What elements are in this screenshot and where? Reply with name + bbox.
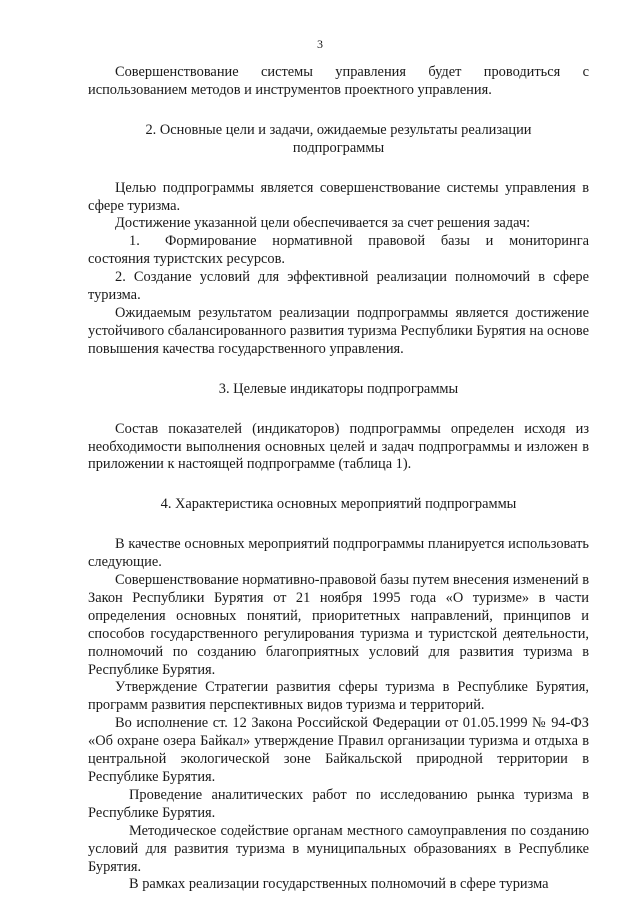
section-4-paragraph-6: Методическое содействие органам местного самоуправления по созданию условий для развития туризма в муниципальных образованиях в Республике Бурятия.	[88, 822, 589, 875]
section-4-title: 4. Характеристика основных мероприятий подпрограммы	[160, 496, 517, 513]
task-item-1-text: Формирование нормативной правовой базы и мониторинга состояния туристских ресурсов.	[88, 233, 589, 268]
section-2-result-paragraph: Ожидаемым результатом реализации подпрограммы является достижение устойчивого сбалансированного развития туризма Республики Бурятия на основе повышения качества государственного управления.	[88, 304, 589, 357]
section-3-title: 3. Целевые индикаторы подпрограммы	[218, 380, 459, 397]
section-4-paragraph-2: Совершенствование нормативно-правовой базы путем внесения изменений в Закон Республики Бурятия от 21 ноября 1995 года «О туризме» в части определения основных понятий, приоритетных направлений, принципов и способов государственного регулирования туризма и туристской деятельности, полномочий по созданию благоприятных условий для развития туризма в Республике Бурятия.	[88, 572, 589, 678]
section-4-paragraph-4: Во исполнение ст. 12 Закона Российской Федерации от 01.05.1999 № 94-ФЗ «Об охране озера Байкал» утверждение Правил организации туризма и отдыха в центральной экологической зоне Байкальской природной территории в Республике Бурятия.	[88, 715, 589, 785]
section-2-title	[88, 122, 589, 158]
section-2-title-line1: 2. Основные цели и задачи, ожидаемые результаты реализации	[145, 121, 532, 138]
page-content	[88, 64, 589, 894]
section-4-paragraph-1: В качестве основных мероприятий подпрограммы планируется использовать следующие.	[88, 536, 589, 571]
section-4-paragraph-5: Проведение аналитических работ по исследованию рынка туризма в Республике Бурятия.	[88, 786, 589, 821]
task-item-1-number: 1.	[129, 233, 140, 250]
page-number: 3	[317, 37, 323, 51]
section-2-goal-paragraph: Целью подпрограммы является совершенствование системы управления в сфере туризма.	[88, 179, 589, 214]
intro-paragraph: Совершенствование системы управления будет проводиться с использованием методов и инструментов проектного управления.	[88, 64, 589, 98]
section-2-tasks-intro: Достижение указанной цели обеспечивается за счет решения задач:	[115, 215, 531, 232]
task-item-1	[88, 233, 589, 269]
section-4-paragraph-3: Утверждение Стратегии развития сферы туризма в Республике Бурятия, программ развития перспективных видов туризма и территорий.	[88, 679, 589, 714]
section-3-paragraph: Состав показателей (индикаторов) подпрограммы определен исходя из необходимости выполнения основных целей и задач подпрограммы и изложен в приложении к настоящей подпрограмме (таблица 1).	[88, 420, 589, 473]
section-4-paragraph-7: В рамках реализации государственных полномочий в сфере туризма	[129, 876, 549, 893]
task-item-2: 2. Создание условий для эффективной реализации полномочий в сфере туризма.	[88, 269, 589, 304]
section-2-title-line2: подпрограммы	[292, 139, 385, 156]
